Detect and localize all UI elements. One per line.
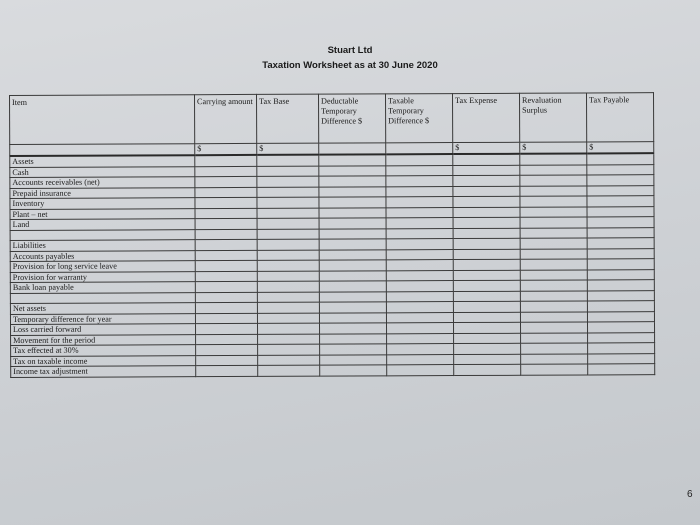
table-cell	[257, 218, 319, 229]
header-taxable-temporary-difference: Taxable Temporary Difference $	[385, 94, 452, 143]
table-cell	[520, 185, 587, 196]
table-cell	[257, 166, 319, 177]
row-label: Temporary difference for year	[10, 313, 195, 324]
table-cell	[319, 176, 386, 187]
table-cell	[257, 208, 319, 219]
table-cell	[195, 187, 257, 198]
table-cell	[386, 176, 453, 187]
table-cell	[257, 323, 319, 334]
row-label	[10, 292, 195, 303]
table-cell	[587, 311, 654, 322]
table-cell	[587, 185, 654, 196]
table-cell	[196, 355, 258, 366]
table-cell	[319, 165, 386, 176]
table-cell	[386, 197, 453, 208]
table-cell	[453, 175, 520, 186]
table-cell	[320, 344, 387, 355]
table-cell	[386, 154, 453, 165]
table-cell	[195, 323, 257, 334]
table-cell	[319, 154, 386, 165]
row-label: Tax effected at 30%	[11, 345, 196, 356]
table-cell	[520, 227, 587, 238]
header-item: Item	[10, 95, 195, 145]
unit-tax-base: $	[257, 143, 319, 155]
table-cell	[386, 249, 453, 260]
table-cell	[454, 364, 521, 375]
table-cell	[453, 217, 520, 228]
table-cell	[588, 343, 655, 354]
table-cell	[319, 197, 386, 208]
table-cell	[520, 248, 587, 259]
table-cell	[453, 249, 520, 260]
table-cell	[454, 354, 521, 365]
row-label	[10, 229, 195, 240]
table-cell	[587, 206, 654, 217]
table-cell	[453, 270, 520, 281]
table-cell	[257, 250, 319, 261]
table-cell	[587, 301, 654, 312]
table-cell	[386, 312, 453, 323]
table-cell	[587, 196, 654, 207]
table-cell	[520, 290, 587, 301]
table-cell	[520, 269, 587, 280]
header-deductible-temporary-difference: Deductable Temporary Difference $	[318, 94, 385, 143]
table-cell	[319, 207, 386, 218]
table-cell	[258, 344, 320, 355]
table-cell	[520, 311, 587, 322]
header-revaluation-surplus: Revaluation Surplus	[519, 93, 586, 142]
table-cell	[520, 280, 587, 291]
table-cell	[453, 196, 520, 207]
unit-tax-payable: $	[587, 142, 654, 154]
table-cell	[319, 239, 386, 250]
table-cell	[520, 153, 587, 164]
table-cell	[453, 228, 520, 239]
table-cell	[319, 218, 386, 229]
header-tax-payable: Tax Payable	[586, 93, 653, 142]
table-cell	[319, 291, 386, 302]
table-cell	[195, 302, 257, 313]
table-cell	[453, 312, 520, 323]
table-cell	[387, 344, 454, 355]
table-cell	[520, 206, 587, 217]
table-cell	[587, 238, 654, 249]
table-cell	[588, 364, 655, 375]
table-cell	[257, 187, 319, 198]
table-cell	[257, 229, 319, 240]
table-cell	[257, 292, 319, 303]
company-title: Stuart Ltd	[327, 45, 373, 56]
table-cell	[195, 292, 257, 303]
table-cell	[319, 186, 386, 197]
table-cell	[387, 365, 454, 376]
header-tax-base: Tax Base	[256, 94, 318, 143]
row-label: Assets	[10, 155, 195, 167]
table-cell	[520, 301, 587, 312]
table-cell	[387, 354, 454, 365]
table-cell	[386, 291, 453, 302]
table-cell	[196, 344, 258, 355]
row-label: Loss carried forward	[11, 324, 196, 335]
row-label: Prepaid insurance	[10, 187, 195, 198]
table-cell	[386, 228, 453, 239]
table-cell	[386, 270, 453, 281]
header-tax-expense: Tax Expense	[452, 93, 519, 142]
table-cell	[257, 281, 319, 292]
row-label: Movement for the period	[11, 334, 196, 345]
table-cell	[454, 333, 521, 344]
table-cell	[258, 355, 320, 366]
table-cell	[521, 364, 588, 375]
table-cell	[454, 343, 521, 354]
table-cell	[195, 155, 257, 166]
table-cell	[453, 291, 520, 302]
worksheet-subtitle: Taxation Worksheet as at 30 June 2020	[262, 60, 438, 71]
table-cell	[453, 207, 520, 218]
table-cell	[196, 334, 258, 345]
row-label: Income tax adjustment	[11, 366, 196, 377]
table-cell	[257, 302, 319, 313]
row-label: Inventory	[10, 198, 195, 209]
unit-carrying-amount: $	[195, 143, 257, 155]
header-row	[10, 93, 654, 145]
table-cell	[386, 281, 453, 292]
table-cell	[320, 333, 387, 344]
table-cell	[453, 259, 520, 270]
table-cell	[453, 322, 520, 333]
table-cell	[587, 280, 654, 291]
table-cell	[587, 153, 654, 164]
table-cell	[257, 239, 319, 250]
table-cell	[587, 175, 654, 186]
unit-revaluation-surplus: $	[520, 142, 587, 154]
row-label: Tax on taxable income	[11, 355, 196, 366]
unit-taxable	[386, 143, 453, 155]
table-cell	[319, 249, 386, 260]
taxation-worksheet-table	[9, 92, 655, 377]
row-label: Accounts payables	[10, 250, 195, 261]
table-cell	[386, 260, 453, 271]
table-cell	[320, 354, 387, 365]
table-cell	[258, 334, 320, 345]
row-label: Liabilities	[10, 240, 195, 251]
table-cell	[257, 260, 319, 271]
table-cell	[195, 166, 257, 177]
table-cell	[520, 196, 587, 207]
header-carrying-amount: Carrying amount	[195, 94, 257, 143]
table-cell	[453, 238, 520, 249]
table-cell	[195, 208, 257, 219]
table-cell	[521, 343, 588, 354]
table-cell	[195, 239, 257, 250]
table-cell	[257, 155, 319, 166]
row-label: Plant – net	[10, 208, 195, 219]
table-cell	[319, 312, 386, 323]
table-cell	[587, 217, 654, 228]
table-cell	[195, 197, 257, 208]
table-cell	[453, 301, 520, 312]
table-cell	[195, 281, 257, 292]
table-cell	[319, 302, 386, 313]
table-cell	[588, 353, 655, 364]
table-cell	[453, 154, 520, 165]
table-cell	[520, 322, 587, 333]
table-cell	[587, 259, 654, 270]
table-cell	[195, 313, 257, 324]
table-cell	[319, 228, 386, 239]
table-cell	[195, 250, 257, 261]
table-cell	[257, 271, 319, 282]
unit-tax-expense: $	[453, 142, 520, 154]
table-cell	[587, 290, 654, 301]
page-number: 6	[687, 489, 693, 500]
table-cell	[319, 270, 386, 281]
table-cell	[195, 176, 257, 187]
table-cell	[195, 229, 257, 240]
table-cell	[520, 164, 587, 175]
table-cell	[520, 238, 587, 249]
table-cell	[520, 175, 587, 186]
table-cell	[196, 365, 258, 376]
table-cell	[319, 323, 386, 334]
table-cell	[320, 365, 387, 376]
worksheet-body	[10, 153, 655, 377]
table-cell	[520, 259, 587, 270]
row-label: Cash	[10, 166, 195, 177]
row-label: Bank loan payable	[10, 282, 195, 293]
table-cell	[386, 165, 453, 176]
table-cell	[520, 217, 587, 228]
table-cell	[587, 248, 654, 259]
table-cell	[386, 207, 453, 218]
table-cell	[587, 227, 654, 238]
table-cell	[386, 218, 453, 229]
table-cell	[195, 271, 257, 282]
row-label: Land	[10, 219, 195, 230]
table-cell	[387, 333, 454, 344]
table-cell	[453, 165, 520, 176]
row-label: Provision for long service leave	[10, 261, 195, 272]
table-cell	[319, 281, 386, 292]
table-cell	[453, 280, 520, 291]
table-cell	[386, 186, 453, 197]
table-cell	[195, 260, 257, 271]
unit-deductible	[319, 143, 386, 155]
table-cell	[319, 260, 386, 271]
table-cell	[386, 323, 453, 334]
table-cell	[386, 239, 453, 250]
table-row	[11, 364, 655, 377]
table-cell	[257, 176, 319, 187]
row-label: Net assets	[10, 303, 195, 314]
table-cell	[588, 332, 655, 343]
table-cell	[587, 164, 654, 175]
unit-item	[10, 144, 195, 156]
row-label: Provision for warranty	[10, 271, 195, 282]
table-cell	[587, 322, 654, 333]
row-label: Accounts receivables (net)	[10, 177, 195, 188]
table-cell	[587, 269, 654, 280]
table-cell	[521, 353, 588, 364]
table-cell	[258, 365, 320, 376]
table-cell	[521, 332, 588, 343]
table-cell	[453, 186, 520, 197]
table-cell	[257, 197, 319, 208]
table-cell	[195, 218, 257, 229]
table-cell	[257, 313, 319, 324]
table-cell	[386, 302, 453, 313]
